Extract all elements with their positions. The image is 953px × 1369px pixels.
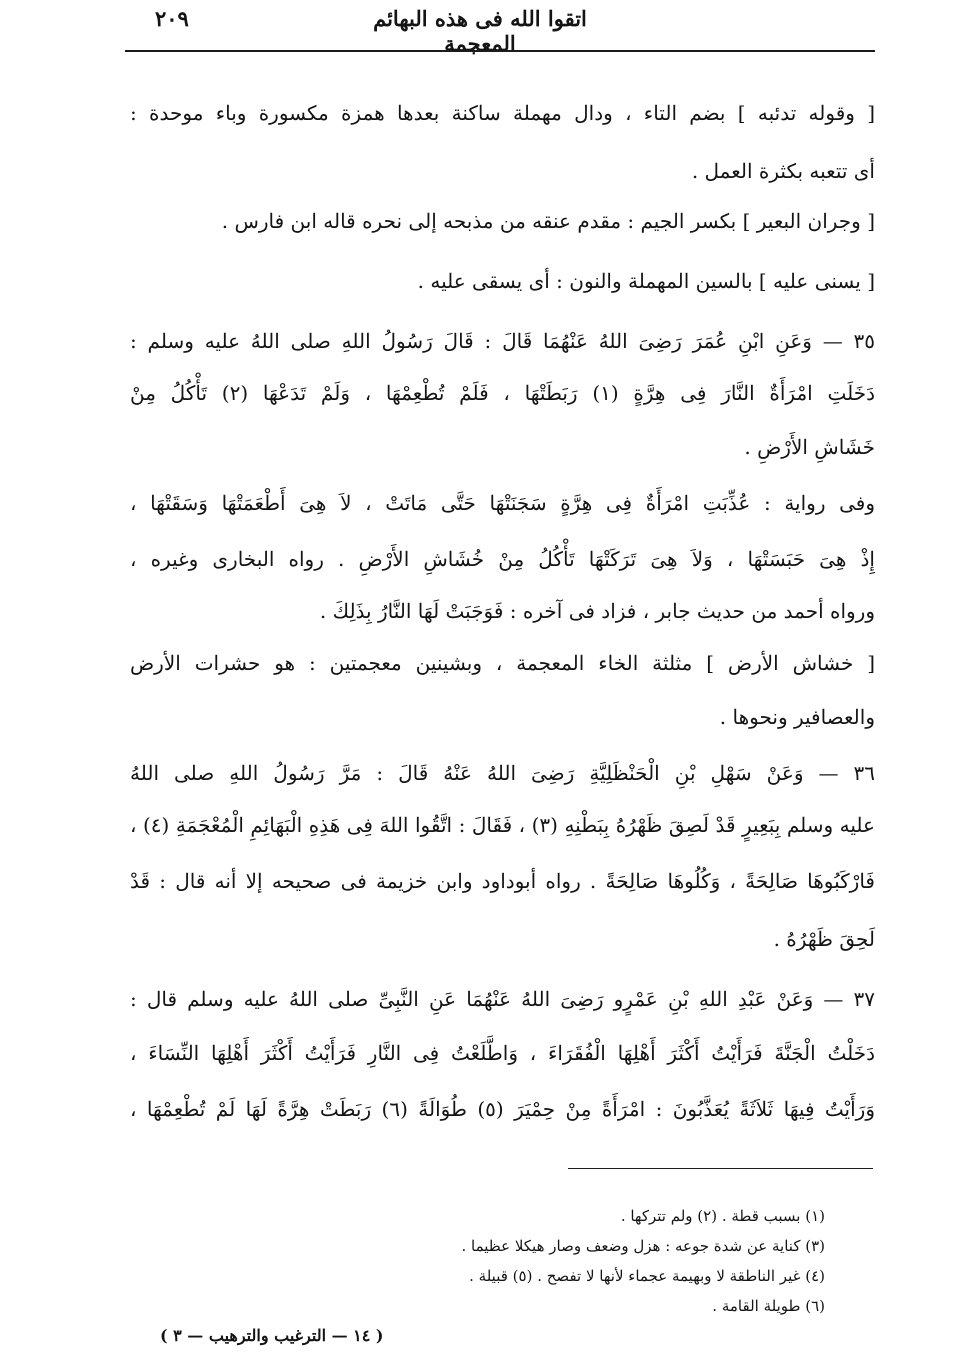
text-line: دَخَلَتِ امْرَأَةٌ النَّارَ فِى هِرَّةٍ (١) رَبَطَتْهَا ، فَلَمْ تُطْعِمْهَا ، وَلَمْ تَدَعْهَا (٢) تَأْكُلُ مِنْ [130, 381, 875, 405]
hadith-36-line: ٣٦ — وَعَنْ سَهْلِ بْنِ الْحَنْظَلِيَّةِ رَضِىَ اللهُ عَنْهُ قَالَ : مَرَّ رَسُولُ اللهِ صلى اللهُ [130, 761, 875, 785]
footnote-line: (٦) طويلة القامة . [712, 1297, 825, 1315]
text-line: [ خشاش الأرض ] مثلثة الخاء المعجمة ، وبشينين معجمتين : هو حشرات الأرض [130, 651, 876, 675]
footnote-divider [568, 1168, 873, 1169]
text-line: لَحِقَ ظَهْرُهُ . [773, 927, 875, 951]
text-line: دَخَلْتُ الْجَنَّةَ فَرَأَيْتُ أَكْثَرَ أَهْلِهَا الْفُقَرَاءَ ، وَاطَّلَعْتُ فِى النَّارِ فَرَأَيْتُ أَكْثَرَ أَهْلِهَا النِّسَاءَ ، [130, 1041, 875, 1065]
text-line: والعصافير ونحوها . [719, 705, 875, 729]
footnote-line: (٤) غير الناطقة لا وبهيمة عجماء لأنها لا تفصح . (٥) قبيلة . [469, 1267, 825, 1285]
text-line: ورواه أحمد من حديث جابر ، فزاد فى آخره : فَوَجَبَتْ لَهَا النَّارُ بِذَلِكَ . [319, 599, 875, 623]
text-line: وفى رواية : عُذِّبَتِ امْرَأَةٌ فِى هِرَّةٍ سَجَنَتْهَا حَتَّى مَاتَتْ ، لاَ هِىَ أَطْعَمَتْهَا وَسَقَتْهَا ، [130, 491, 875, 515]
text-line: [ يسنى عليه ] بالسين المهملة والنون : أى يسقى عليه . [417, 269, 875, 293]
hadith-37-line: ٣٧ — وَعَنْ عَبْدِ اللهِ بْنِ عَمْرٍو رَضِىَ اللهُ عَنْهُمَا عَنِ النَّبِىِّ صلى اللهُ عليه وسلم قال : [130, 987, 875, 1011]
text-line: وَرَأَيْتُ فِيهَا ثَلاَثَةً يُعَذَّبُونَ : امْرَأَةً مِنْ حِمْيَرَ (٥) طُوَالَةً (٦) رَبَطَتْ هِرَّةً لَهَا لَمْ تُطْعِمْهَا ، [130, 1097, 875, 1121]
text-line: عليه وسلم بِبَعِيرٍ قَدْ لَصِقَ ظَهْرُهُ بِبَطْنِهِ (٣) ، فَقَالَ : اتَّقُوا اللهَ فِى هَذِهِ الْبَهَائِمِ الْمُعْجَمَةِ (٤) ، [130, 813, 875, 837]
running-title: اتقوا الله فى هذه البهائم المعجمة [373, 6, 587, 56]
hadith-35-line: ٣٥ — وَعَنِ ابْنِ عُمَرَ رَضِىَ اللهُ عَنْهُمَا قَالَ : قَالَ رَسُولُ اللهِ صلى اللهُ عليه وسلم : [130, 329, 875, 353]
page-number: ٢٠٩ [155, 6, 189, 31]
signature-mark: ( ١٤ — الترغيب والترهيب — ٣ ) [160, 1326, 384, 1345]
text-line: [ وقوله تدئبه ] بضم التاء ، ودال مهملة ساكنة بعدها همزة مكسورة وباء موحدة : [130, 101, 875, 125]
footnote-line: (١) بسبب قطة . (٢) ولم تتركها . [620, 1207, 825, 1225]
text-line: إِذْ هِىَ حَبَسَتْهَا ، وَلاَ هِىَ تَرَكَتْهَا تَأْكُلُ مِنْ خُشَاشِ الأَرْضِ . رواه البخارى وغيره ، [130, 547, 875, 571]
text-line: فَارْكَبُوهَا صَالِحَةً ، وَكُلُوهَا صَالِحَةً . رواه أبوداود وابن خزيمة فى صحيحه إلا أنه قال : قَدْ [130, 869, 875, 893]
text-line: [ وجران البعير ] بكسر الجيم : مقدم عنقه من مذبحه إلى نحره قاله ابن فارس . [221, 209, 875, 233]
text-line: خَشَاشِ الأَرْضِ . [744, 435, 875, 459]
footnote-line: (٣) كناية عن شدة جوعه : هزل وضعف وصار هيكلا عظيما . [461, 1237, 825, 1255]
header-divider [125, 50, 875, 52]
text-line: أى تتعبه بكثرة العمل . [691, 159, 875, 183]
